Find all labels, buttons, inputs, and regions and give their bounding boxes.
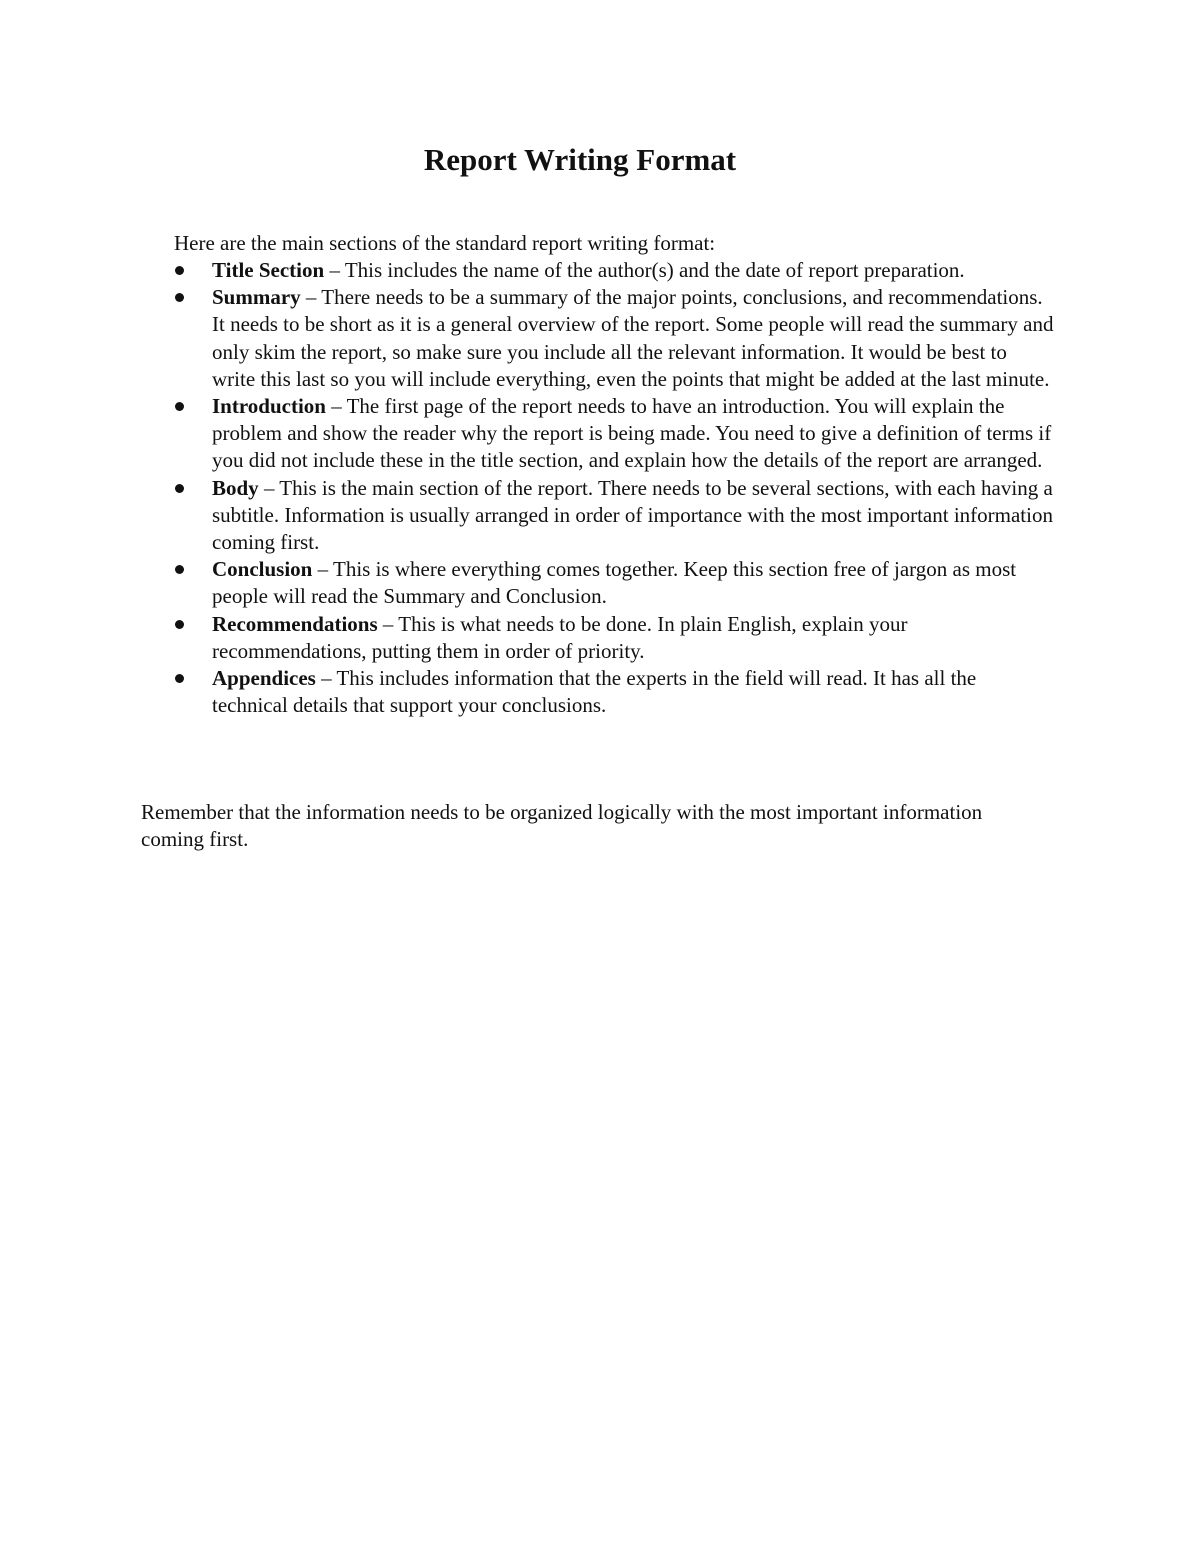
list-item-title-section <box>174 257 1054 284</box>
bullet-icon <box>175 565 184 574</box>
document-title: Report Writing Format <box>423 142 737 177</box>
list-item-recommendations <box>174 611 1054 665</box>
section-term: Summary <box>212 285 301 310</box>
list-item-appendices <box>174 665 1054 719</box>
bullet-icon <box>175 293 184 302</box>
list-item-summary <box>174 284 1054 393</box>
list-item-body <box>174 475 1054 557</box>
bullet-icon <box>175 620 184 629</box>
section-description: – This is where everything comes together. Keep this section free of jargon as most people will read the Summary and Conclusion. <box>212 557 1017 609</box>
section-term: Conclusion <box>212 557 313 582</box>
section-description: – This includes information that the experts in the field will read. It has all the technical details that support your conclusions. <box>212 666 977 718</box>
list-item-conclusion <box>174 556 1054 610</box>
section-description: – This is the main section of the report. There needs to be several sections, with each having a subtitle. Information is usually arranged in order of importance with the most important information coming first. <box>212 475 1053 555</box>
closing-paragraph: Remember that the information needs to be organized logically with the most important information coming first. <box>141 800 983 852</box>
bullet-icon <box>175 266 184 275</box>
section-term: Introduction <box>212 394 326 419</box>
section-description: – The first page of the report needs to have an introduction. You will explain the problem and show the reader why the report is being made. You need to give a definition of terms if you did not include these in the title section, and explain how the details of the report are arranged. <box>212 394 1052 473</box>
sections-list <box>174 257 1054 719</box>
section-term: Title Section <box>212 258 325 282</box>
list-item-introduction <box>174 393 1054 475</box>
section-term: Body <box>212 475 259 500</box>
bullet-icon <box>175 402 184 411</box>
section-description: – This is what needs to be done. In plain English, explain your recommendations, putting them in order of priority. <box>212 611 908 663</box>
bullet-icon <box>175 484 184 493</box>
bullet-icon <box>175 674 184 683</box>
section-description: – There needs to be a summary of the major points, conclusions, and recommendations. It needs to be short as it is a general overview of the report. Some people will read the summary and only skim the report, so make sure you include all the relevant information. It would be best to write this last so you will include everything, even the points that might be added at the last minute. <box>212 285 1054 391</box>
section-description: – This includes the name of the author(s) and the date of report preparation. <box>324 258 965 282</box>
section-term: Recommendations <box>212 611 378 636</box>
section-term: Appendices <box>212 666 316 691</box>
intro-paragraph: Here are the main sections of the standard report writing format: <box>174 231 716 255</box>
